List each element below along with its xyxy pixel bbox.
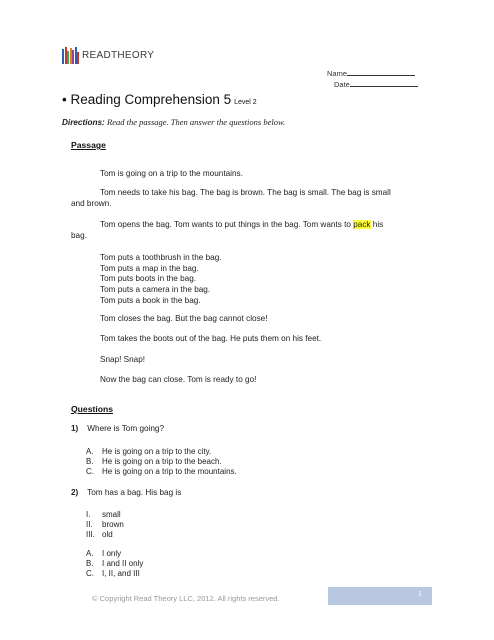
list-item: Tom puts a map in the bag. <box>100 263 199 273</box>
name-date-block <box>320 68 418 90</box>
passage-p6: Tom takes the boots out of the bag. He puts them on his feet. <box>100 334 322 343</box>
passage-p2-line2: and brown. <box>71 199 112 208</box>
passage-p5: Tom closes the bag. But the bag cannot close! <box>100 314 268 323</box>
roman-item: II. brown <box>86 519 124 529</box>
highlighted-word: pack <box>353 220 371 229</box>
passage-p3-text: Tom opens the bag. Tom wants to put things in the bag. Tom wants to <box>100 220 351 229</box>
question-2 <box>71 488 181 497</box>
page-title <box>62 92 257 107</box>
answer-option[interactable]: B. I and II only <box>86 558 144 568</box>
passage-p8: Now the bag can close. Tom is ready to go! <box>100 375 257 384</box>
answer-option[interactable]: A. I only <box>86 549 122 558</box>
directions-label: Directions: <box>62 118 105 127</box>
passage-p2-line1: Tom needs to take his bag. The bag is brown. The bag is small. The bag is small <box>100 188 391 197</box>
books-icon <box>62 47 78 64</box>
list-item: Tom puts boots in the bag. <box>100 274 197 284</box>
list-item: Tom puts a book in the bag. <box>100 295 201 305</box>
roman-item: III. old <box>86 529 113 539</box>
passage-p7: Snap! Snap! <box>100 355 146 364</box>
passage-list <box>100 253 222 307</box>
answer-option[interactable]: B. He is going on a trip to the beach. <box>86 456 222 466</box>
question-1-options <box>86 447 237 476</box>
passage-p3-tail: his <box>372 220 384 229</box>
questions-heading: Questions <box>71 404 114 414</box>
title-bullet: • <box>62 92 67 107</box>
passage-p2 <box>71 187 391 209</box>
question-2-options <box>86 549 143 578</box>
question-number: 2) <box>71 488 79 497</box>
list-item: Tom puts a toothbrush in the bag. <box>100 253 222 262</box>
question-text: Tom has a bag. His bag is <box>87 488 182 497</box>
answer-option[interactable]: C. I, II, and III <box>86 568 140 578</box>
date-label: Date <box>334 80 350 89</box>
roman-item: I. small <box>86 510 121 519</box>
date-line[interactable] <box>320 79 418 90</box>
page-number: 1 <box>418 589 422 598</box>
question-text: Where is Tom going? <box>87 424 165 433</box>
passage-p1: Tom is going on a trip to the mountains. <box>100 169 243 178</box>
page-number-box <box>328 587 432 605</box>
title-level: Level 2 <box>234 99 257 106</box>
copyright-text: © Copyright Read Theory LLC, 2012. All rights reserved. <box>92 594 280 603</box>
readtheory-logo <box>62 47 154 64</box>
answer-option[interactable]: A. He is going on a trip to the city. <box>86 447 212 456</box>
list-item: Tom puts a camera in the bag. <box>100 285 211 295</box>
answer-option[interactable]: C. He is going on a trip to the mountains. <box>86 466 237 476</box>
directions-text: Read the passage. Then answer the questions below. <box>107 117 286 127</box>
question-2-roman-list <box>86 510 124 539</box>
passage-p3 <box>71 219 383 241</box>
name-label: Name <box>327 69 348 78</box>
logo-text: READTHEORY <box>82 50 155 61</box>
passage-p3-line1 <box>71 219 383 230</box>
question-1 <box>71 424 164 433</box>
directions <box>62 117 285 127</box>
passage-heading: Passage <box>71 140 106 150</box>
name-line[interactable] <box>320 68 418 79</box>
title-text: Reading Comprehension 5 <box>70 92 232 107</box>
question-number: 1) <box>71 424 79 433</box>
passage-p3-line2: bag. <box>71 231 87 240</box>
